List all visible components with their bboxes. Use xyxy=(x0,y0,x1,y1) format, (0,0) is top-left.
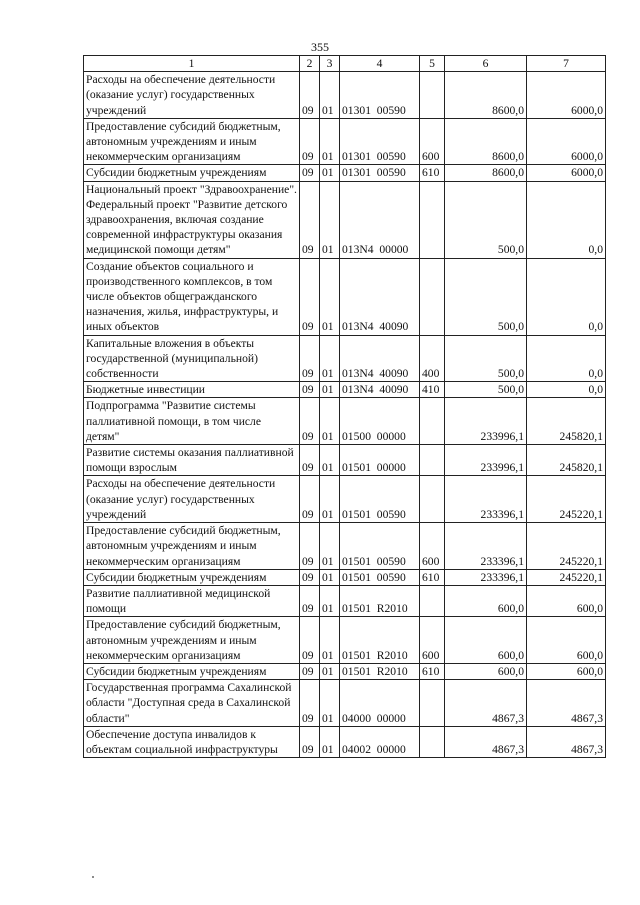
row-name-cell: Создание объектов социального и производственного комплексов, в том числе объектов общегражданского назначения, жилья, инфраструктуры, и иных объектов xyxy=(84,258,300,335)
row-name-cell: Субсидии бюджетным учреждениям xyxy=(84,165,300,181)
table-row xyxy=(84,445,606,476)
row-name-cell: Бюджетные инвестиции xyxy=(84,382,300,398)
column-header-3: 3 xyxy=(320,56,340,72)
row-cell-col-2: 09 xyxy=(300,118,320,165)
row-cell-col-7: 600,0 xyxy=(527,617,606,664)
table-row xyxy=(84,382,606,398)
row-cell-col-3: 01 xyxy=(320,382,340,398)
table-row xyxy=(84,398,606,445)
row-cell-col-7: 600,0 xyxy=(527,663,606,679)
row-cell-col-5 xyxy=(420,585,445,616)
row-cell-col-2: 09 xyxy=(300,445,320,476)
row-cell-col-3: 01 xyxy=(320,726,340,757)
row-cell-col-5 xyxy=(420,726,445,757)
row-cell-col-6: 600,0 xyxy=(445,617,527,664)
row-cell-col-2: 09 xyxy=(300,523,320,570)
row-cell-col-5 xyxy=(420,398,445,445)
row-cell-col-5: 610 xyxy=(420,569,445,585)
row-cell-col-5 xyxy=(420,72,445,119)
row-cell-col-6: 500,0 xyxy=(445,335,527,382)
row-cell-col-4: 013N4 40090 xyxy=(340,335,420,382)
row-cell-col-6: 233396,1 xyxy=(445,523,527,570)
column-header-7: 7 xyxy=(527,56,606,72)
row-cell-col-6: 8600,0 xyxy=(445,165,527,181)
row-cell-col-6: 600,0 xyxy=(445,585,527,616)
row-cell-col-2: 09 xyxy=(300,476,320,523)
row-cell-col-4: 013N4 40090 xyxy=(340,382,420,398)
row-cell-col-7: 245820,1 xyxy=(527,398,606,445)
table-row xyxy=(84,617,606,664)
row-cell-col-6: 8600,0 xyxy=(445,118,527,165)
row-cell-col-2: 09 xyxy=(300,181,320,258)
row-cell-col-6: 8600,0 xyxy=(445,72,527,119)
row-cell-col-3: 01 xyxy=(320,118,340,165)
row-name-cell: Национальный проект "Здравоохранение". Федеральный проект "Развитие детского здравоохранения, включая создание современной инфраструктуры оказания медицинской помощи детям" xyxy=(84,181,300,258)
row-cell-col-4: 01501 00590 xyxy=(340,476,420,523)
table-row xyxy=(84,726,606,757)
row-cell-col-4: 01501 R2010 xyxy=(340,585,420,616)
row-cell-col-4: 01500 00000 xyxy=(340,398,420,445)
row-cell-col-2: 09 xyxy=(300,72,320,119)
row-cell-col-5 xyxy=(420,181,445,258)
row-name-cell: Развитие системы оказания паллиативной помощи взрослым xyxy=(84,445,300,476)
row-cell-col-4: 01301 00590 xyxy=(340,165,420,181)
row-cell-col-7: 245220,1 xyxy=(527,569,606,585)
row-cell-col-4: 013N4 00000 xyxy=(340,181,420,258)
row-cell-col-4: 01501 R2010 xyxy=(340,617,420,664)
row-cell-col-3: 01 xyxy=(320,181,340,258)
row-cell-col-3: 01 xyxy=(320,398,340,445)
row-cell-col-5: 400 xyxy=(420,335,445,382)
row-cell-col-7: 245220,1 xyxy=(527,523,606,570)
row-cell-col-2: 09 xyxy=(300,569,320,585)
row-cell-col-5: 600 xyxy=(420,523,445,570)
row-cell-col-2: 09 xyxy=(300,398,320,445)
row-cell-col-7: 6000,0 xyxy=(527,72,606,119)
row-cell-col-3: 01 xyxy=(320,569,340,585)
row-cell-col-4: 01501 00000 xyxy=(340,445,420,476)
row-cell-col-7: 6000,0 xyxy=(527,165,606,181)
page-number: 355 xyxy=(311,40,329,54)
row-cell-col-5 xyxy=(420,476,445,523)
row-name-cell: Предоставление субсидий бюджетным, автономным учреждениям и иным некоммерческим организациям xyxy=(84,118,300,165)
row-cell-col-7: 0,0 xyxy=(527,258,606,335)
row-cell-col-3: 01 xyxy=(320,258,340,335)
row-cell-col-5: 610 xyxy=(420,165,445,181)
row-cell-col-4: 01501 00590 xyxy=(340,569,420,585)
row-cell-col-3: 01 xyxy=(320,585,340,616)
row-cell-col-2: 09 xyxy=(300,585,320,616)
row-cell-col-7: 0,0 xyxy=(527,335,606,382)
row-cell-col-2: 09 xyxy=(300,680,320,727)
table-row xyxy=(84,569,606,585)
table-header-row xyxy=(84,56,606,72)
row-cell-col-5 xyxy=(420,258,445,335)
row-cell-col-5 xyxy=(420,445,445,476)
row-cell-col-4: 04000 00000 xyxy=(340,680,420,727)
table-row xyxy=(84,181,606,258)
row-cell-col-3: 01 xyxy=(320,165,340,181)
column-header-6: 6 xyxy=(445,56,527,72)
row-cell-col-6: 500,0 xyxy=(445,258,527,335)
row-name-cell: Расходы на обеспечение деятельности (оказание услуг) государственных учреждений xyxy=(84,72,300,119)
row-cell-col-3: 01 xyxy=(320,680,340,727)
row-name-cell: Субсидии бюджетным учреждениям xyxy=(84,569,300,585)
row-cell-col-5: 600 xyxy=(420,617,445,664)
row-cell-col-6: 233996,1 xyxy=(445,398,527,445)
row-cell-col-6: 4867,3 xyxy=(445,680,527,727)
row-cell-col-6: 500,0 xyxy=(445,181,527,258)
row-cell-col-7: 0,0 xyxy=(527,382,606,398)
row-name-cell: Предоставление субсидий бюджетным, автономным учреждениям и иным некоммерческим организациям xyxy=(84,523,300,570)
row-cell-col-7: 600,0 xyxy=(527,585,606,616)
row-cell-col-6: 233996,1 xyxy=(445,445,527,476)
column-header-2: 2 xyxy=(300,56,320,72)
row-cell-col-7: 245820,1 xyxy=(527,445,606,476)
row-cell-col-3: 01 xyxy=(320,445,340,476)
row-cell-col-3: 01 xyxy=(320,663,340,679)
row-cell-col-2: 09 xyxy=(300,726,320,757)
row-name-cell: Подпрограмма "Развитие системы паллиативной помощи, в том числе детям" xyxy=(84,398,300,445)
row-cell-col-5 xyxy=(420,680,445,727)
column-header-5: 5 xyxy=(420,56,445,72)
row-cell-col-3: 01 xyxy=(320,617,340,664)
row-cell-col-3: 01 xyxy=(320,335,340,382)
row-cell-col-7: 245220,1 xyxy=(527,476,606,523)
table-row xyxy=(84,663,606,679)
row-cell-col-3: 01 xyxy=(320,72,340,119)
table-row xyxy=(84,585,606,616)
row-cell-col-4: 01501 00590 xyxy=(340,523,420,570)
row-cell-col-7: 6000,0 xyxy=(527,118,606,165)
row-cell-col-4: 01301 00590 xyxy=(340,118,420,165)
row-cell-col-4: 013N4 40090 xyxy=(340,258,420,335)
row-name-cell: Капитальные вложения в объекты государственной (муниципальной) собственности xyxy=(84,335,300,382)
row-name-cell: Государственная программа Сахалинской области "Доступная среда в Сахалинской области" xyxy=(84,680,300,727)
row-cell-col-2: 09 xyxy=(300,335,320,382)
row-cell-col-7: 0,0 xyxy=(527,181,606,258)
row-cell-col-5: 410 xyxy=(420,382,445,398)
row-cell-col-6: 4867,3 xyxy=(445,726,527,757)
row-cell-col-6: 233396,1 xyxy=(445,569,527,585)
column-header-4: 4 xyxy=(340,56,420,72)
budget-table xyxy=(83,55,606,758)
row-cell-col-4: 04002 00000 xyxy=(340,726,420,757)
row-cell-col-3: 01 xyxy=(320,523,340,570)
table-row xyxy=(84,165,606,181)
row-cell-col-2: 09 xyxy=(300,258,320,335)
row-cell-col-4: 01301 00590 xyxy=(340,72,420,119)
row-cell-col-6: 233396,1 xyxy=(445,476,527,523)
row-cell-col-7: 4867,3 xyxy=(527,680,606,727)
row-cell-col-2: 09 xyxy=(300,382,320,398)
row-name-cell: Расходы на обеспечение деятельности (оказание услуг) государственных учреждений xyxy=(84,476,300,523)
row-name-cell: Субсидии бюджетным учреждениям xyxy=(84,663,300,679)
row-cell-col-7: 4867,3 xyxy=(527,726,606,757)
row-cell-col-3: 01 xyxy=(320,476,340,523)
table-row xyxy=(84,118,606,165)
row-cell-col-2: 09 xyxy=(300,663,320,679)
row-cell-col-2: 09 xyxy=(300,617,320,664)
scan-speck xyxy=(92,876,94,878)
row-cell-col-6: 600,0 xyxy=(445,663,527,679)
row-cell-col-5: 610 xyxy=(420,663,445,679)
table-row xyxy=(84,258,606,335)
table-row xyxy=(84,680,606,727)
table-row xyxy=(84,335,606,382)
row-cell-col-4: 01501 R2010 xyxy=(340,663,420,679)
row-cell-col-5: 600 xyxy=(420,118,445,165)
row-cell-col-6: 500,0 xyxy=(445,382,527,398)
row-name-cell: Обеспечение доступа инвалидов к объектам социальной инфраструктуры xyxy=(84,726,300,757)
row-name-cell: Развитие паллиативной медицинской помощи xyxy=(84,585,300,616)
table-row xyxy=(84,72,606,119)
row-cell-col-2: 09 xyxy=(300,165,320,181)
row-name-cell: Предоставление субсидий бюджетным, автономным учреждениям и иным некоммерческим организациям xyxy=(84,617,300,664)
table-row xyxy=(84,476,606,523)
table-row xyxy=(84,523,606,570)
column-header-1: 1 xyxy=(84,56,300,72)
